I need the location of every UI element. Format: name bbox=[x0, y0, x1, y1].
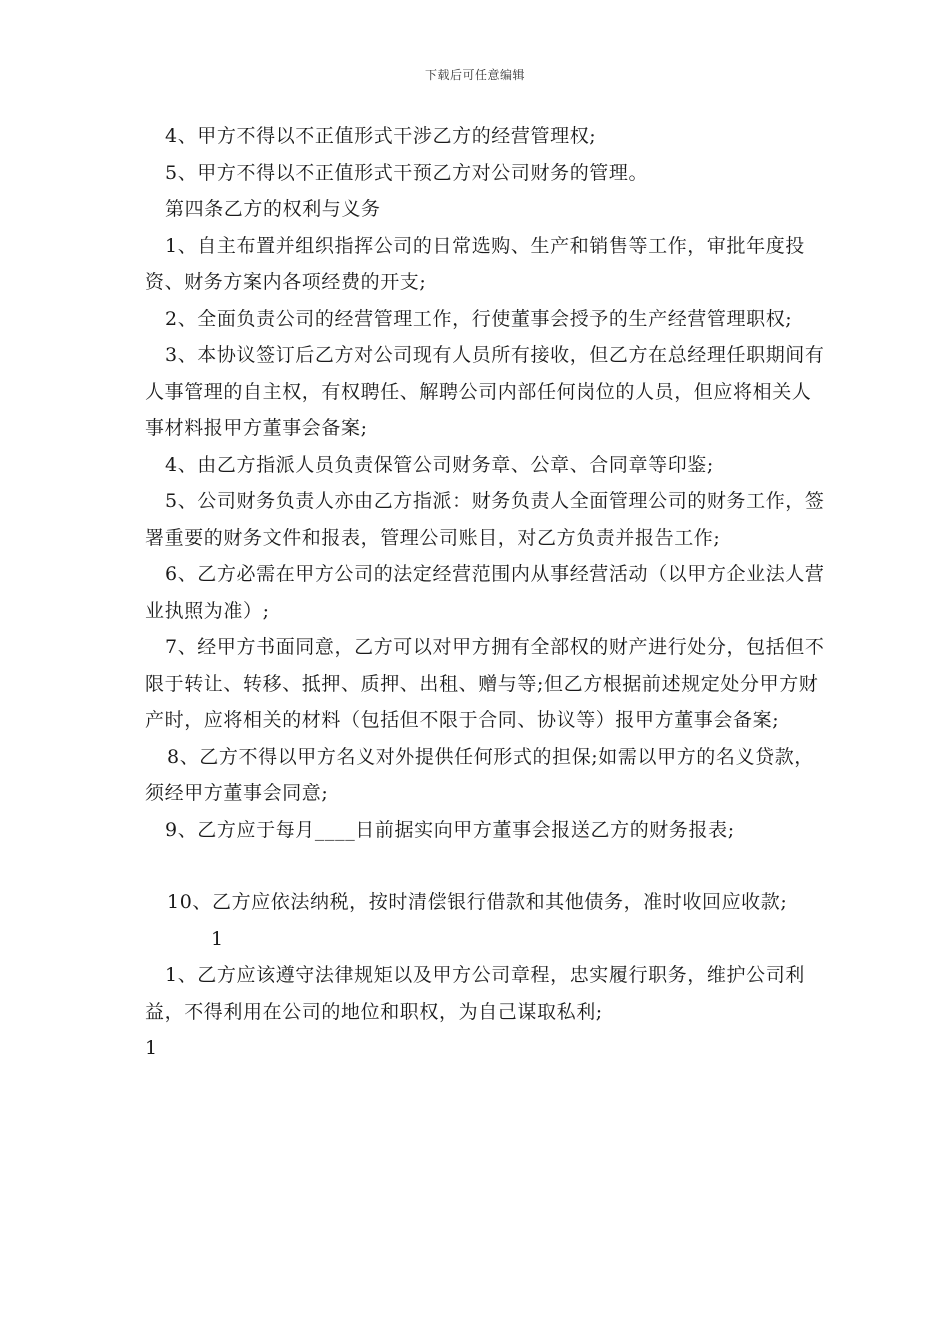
paragraph: 2、全面负责公司的经营管理工作，行使董事会授予的生产经营管理职权; bbox=[165, 307, 793, 330]
paragraph: 4、甲方不得以不正值形式干涉乙方的经营管理权; bbox=[165, 125, 597, 147]
document-body bbox=[145, 118, 825, 1067]
inline-number: 1 bbox=[211, 927, 224, 950]
paragraph: 6、乙方必需在甲方公司的法定经营范围内从事经营活动（以甲方企业法人营业执照为准）; bbox=[145, 563, 825, 622]
paragraph: 4、由乙方指派人员负责保管公司财务章、公章、合同章等印鉴; bbox=[165, 453, 714, 476]
footer-number: 1 bbox=[145, 1037, 158, 1059]
paragraph bbox=[145, 884, 825, 957]
paragraph: 9、乙方应于每月____日前据实向甲方董事会报送乙方的财务报表; bbox=[165, 818, 735, 841]
paragraph: 5、公司财务负责人亦由乙方指派：财务负责人全面管理公司的财务工作，签署重要的财务文件和报表，管理公司账目，对乙方负责并报告工作; bbox=[145, 490, 825, 549]
blank-line bbox=[145, 848, 825, 884]
paragraph: 7、经甲方书面同意，乙方可以对甲方拥有全部权的财产进行处分，包括但不限于转让、转移、抵押、质押、出租、赠与等;但乙方根据前述规定处分甲方财产时，应将相关的材料（包括但不限于合同、协议等）报甲方董事会备案; bbox=[145, 636, 825, 731]
section-heading: 第四条乙方的权利与义务 bbox=[165, 198, 381, 220]
paragraph: 1、乙方应该遵守法律规矩以及甲方公司章程，忠实履行职务，维护公司利益，不得利用在公司的地位和职权，为自己谋取私利; bbox=[145, 964, 805, 1023]
page-header: 下载后可任意编辑 bbox=[424, 68, 525, 82]
paragraph: 1、自主布置并组织指挥公司的日常选购、生产和销售等工作，审批年度投资、财务方案内各项经费的开支; bbox=[145, 234, 805, 293]
paragraph: 8、乙方不得以甲方名义对外提供任何形式的担保;如需以甲方的名义贷款，须经甲方董事会同意; bbox=[145, 745, 814, 804]
paragraph: 3、本协议签订后乙方对公司现有人员所有接收，但乙方在总经理任职期间有人事管理的自主权，有权聘任、解聘公司内部任何岗位的人员，但应将相关人事材料报甲方董事会备案; bbox=[145, 344, 825, 439]
paragraph: 5、甲方不得以不正值形式干预乙方对公司财务的管理。 bbox=[165, 161, 649, 184]
paragraph-text: 10、乙方应依法纳税，按时清偿银行借款和其他债务，准时收回应收款; bbox=[167, 891, 788, 913]
